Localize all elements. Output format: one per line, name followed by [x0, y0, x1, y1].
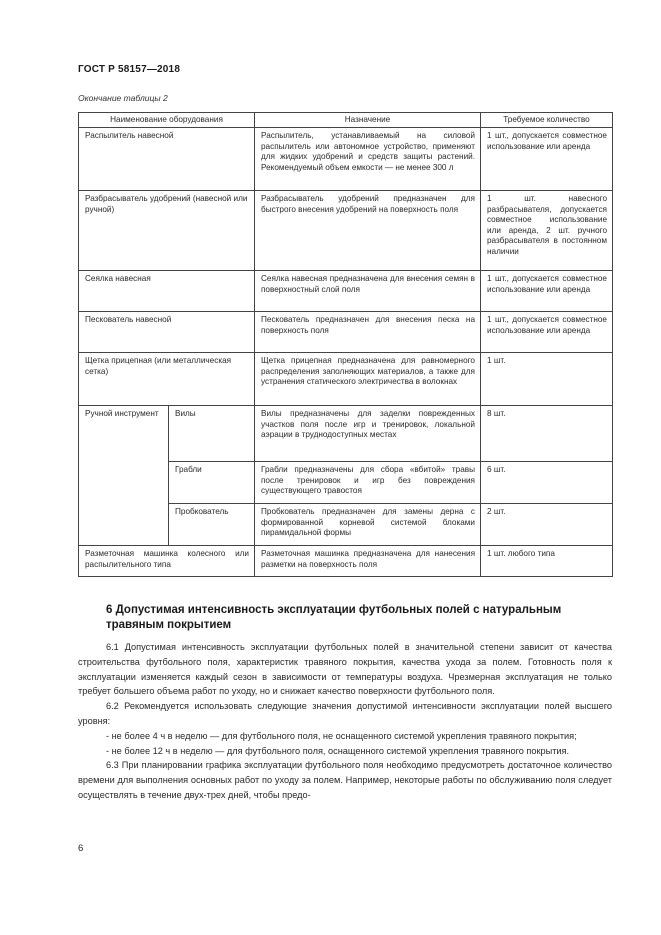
- equipment-name: Разбрасыватель удобрений (навесной или ручной): [79, 191, 255, 271]
- list-item: - не более 4 ч в неделю — для футбольного поля, не оснащенного системой укрепления травяного покрытия;: [106, 730, 577, 741]
- column-header: Требуемое количество: [481, 113, 613, 128]
- tool-purpose: Грабли предназначены для сбора «вбитой» травы после тренировок и игр без повреждения существующего травостоя: [255, 462, 481, 504]
- table-caption: Окончание таблицы 2: [78, 93, 168, 103]
- table-row: [79, 271, 613, 312]
- tool-quantity: 6 шт.: [481, 462, 613, 504]
- list-item: - не более 12 ч в неделю — для футбольного поля, оснащенного системой укрепления травяного покрытия.: [106, 745, 570, 756]
- equipment-quantity: 1 шт., допускается совместное использование или аренда: [481, 128, 613, 191]
- table-row: [79, 312, 613, 353]
- table-header-row: [79, 113, 613, 128]
- equipment-purpose: Пескователь предназначен для внесения песка на поверхность поля: [255, 312, 481, 353]
- tool-quantity: 8 шт.: [481, 406, 613, 462]
- equipment-purpose: Разбрасыватель удобрений предназначен для быстрого внесения удобрений на поверхность поля: [255, 191, 481, 271]
- equipment-name: Сеялка навесная: [79, 271, 255, 312]
- tool-name: Вилы: [169, 406, 255, 462]
- tool-purpose: Пробкователь предназначен для замены дерна с формированной корневой системой блоками пирамидальной формы: [255, 504, 481, 546]
- tool-name: Пробкователь: [169, 504, 255, 546]
- equipment-purpose: Щетка прицепная предназначена для равномерного распределения заполняющих материалов, а также для устранения статического электричества в волокнах: [255, 353, 481, 406]
- column-header: Наименование оборудования: [79, 113, 255, 128]
- column-header: Назначение: [255, 113, 481, 128]
- table-row: [79, 128, 613, 191]
- equipment-name: Разметочная машинка колесного или распылительного типа: [79, 546, 255, 577]
- equipment-quantity: 1 шт., допускается совместное использование или аренда: [481, 312, 613, 353]
- paragraph: 6.2 Рекомендуется использовать следующие значения допустимой интенсивности эксплуатации полей высшего уровня:: [78, 701, 612, 726]
- equipment-quantity: 1 шт.: [481, 353, 613, 406]
- equipment-table: [78, 112, 613, 577]
- table-row: [79, 546, 613, 577]
- tool-purpose: Вилы предназначены для заделки поврежденных участков поля после игр и тренировок, локальной аэрации в труднодоступных местах: [255, 406, 481, 462]
- table-row: [79, 353, 613, 406]
- equipment-name: Распылитель навесной: [79, 128, 255, 191]
- equipment-name: Пескователь навесной: [79, 312, 255, 353]
- paragraph: 6.3 При планировании графика эксплуатации футбольного поля необходимо предусмотреть достаточное количество времени для выполнения основных работ по уходу за полем. Например, некоторые работы по обслуживанию поля следует осуществлять в течение двух-трех дней, чтобы предо-: [78, 760, 612, 800]
- equipment-quantity: 1 шт. навесного разбрасывателя, допускается совместное использование или аренда, 2 шт. ручного разбрасывателя в постоянном наличии: [481, 191, 613, 271]
- table-row: [79, 406, 613, 462]
- paragraph: 6.1 Допустимая интенсивность эксплуатации футбольных полей в значительной степени зависит от качества строительства футбольного поля, характеристик травяного покрытия, качества ухода за полем. Готовность поля к эксплуатации изменяется каждый сезон в зависимости от температуры воздуха. Чрезмерная эксплуатация не только требует большего объема работ по уходу, но и снижает качество поверхности футбольного поля.: [78, 642, 612, 697]
- equipment-purpose: Распылитель, устанавливаемый на силовой распылитель или автономное устройство, применяют для жидких удобрений и средств защиты растений. Рекомендуемый объем емкости — не менее 300 л: [255, 128, 481, 191]
- document-header: ГОСТ Р 58157—2018: [78, 64, 181, 75]
- equipment-quantity: 1 шт., допускается совместное использование или аренда: [481, 271, 613, 312]
- equipment-purpose: Разметочная машинка предназначена для нанесения разметки на поверхность поля: [255, 546, 481, 577]
- hand-tools-group: Ручной инструмент: [79, 406, 169, 546]
- tool-name: Грабли: [169, 462, 255, 504]
- equipment-purpose: Сеялка навесная предназначена для внесения семян в поверхностный слой поля: [255, 271, 481, 312]
- table-row: [79, 191, 613, 271]
- tool-quantity: 2 шт.: [481, 504, 613, 546]
- section-title: 6 Допустимая интенсивность эксплуатации футбольных полей с натуральным травяным покрытием: [106, 604, 562, 631]
- section-body: [78, 640, 612, 803]
- page-number: 6: [78, 843, 84, 854]
- equipment-name: Щетка прицепная (или металлическая сетка): [79, 353, 255, 406]
- equipment-quantity: 1 шт. любого типа: [481, 546, 613, 577]
